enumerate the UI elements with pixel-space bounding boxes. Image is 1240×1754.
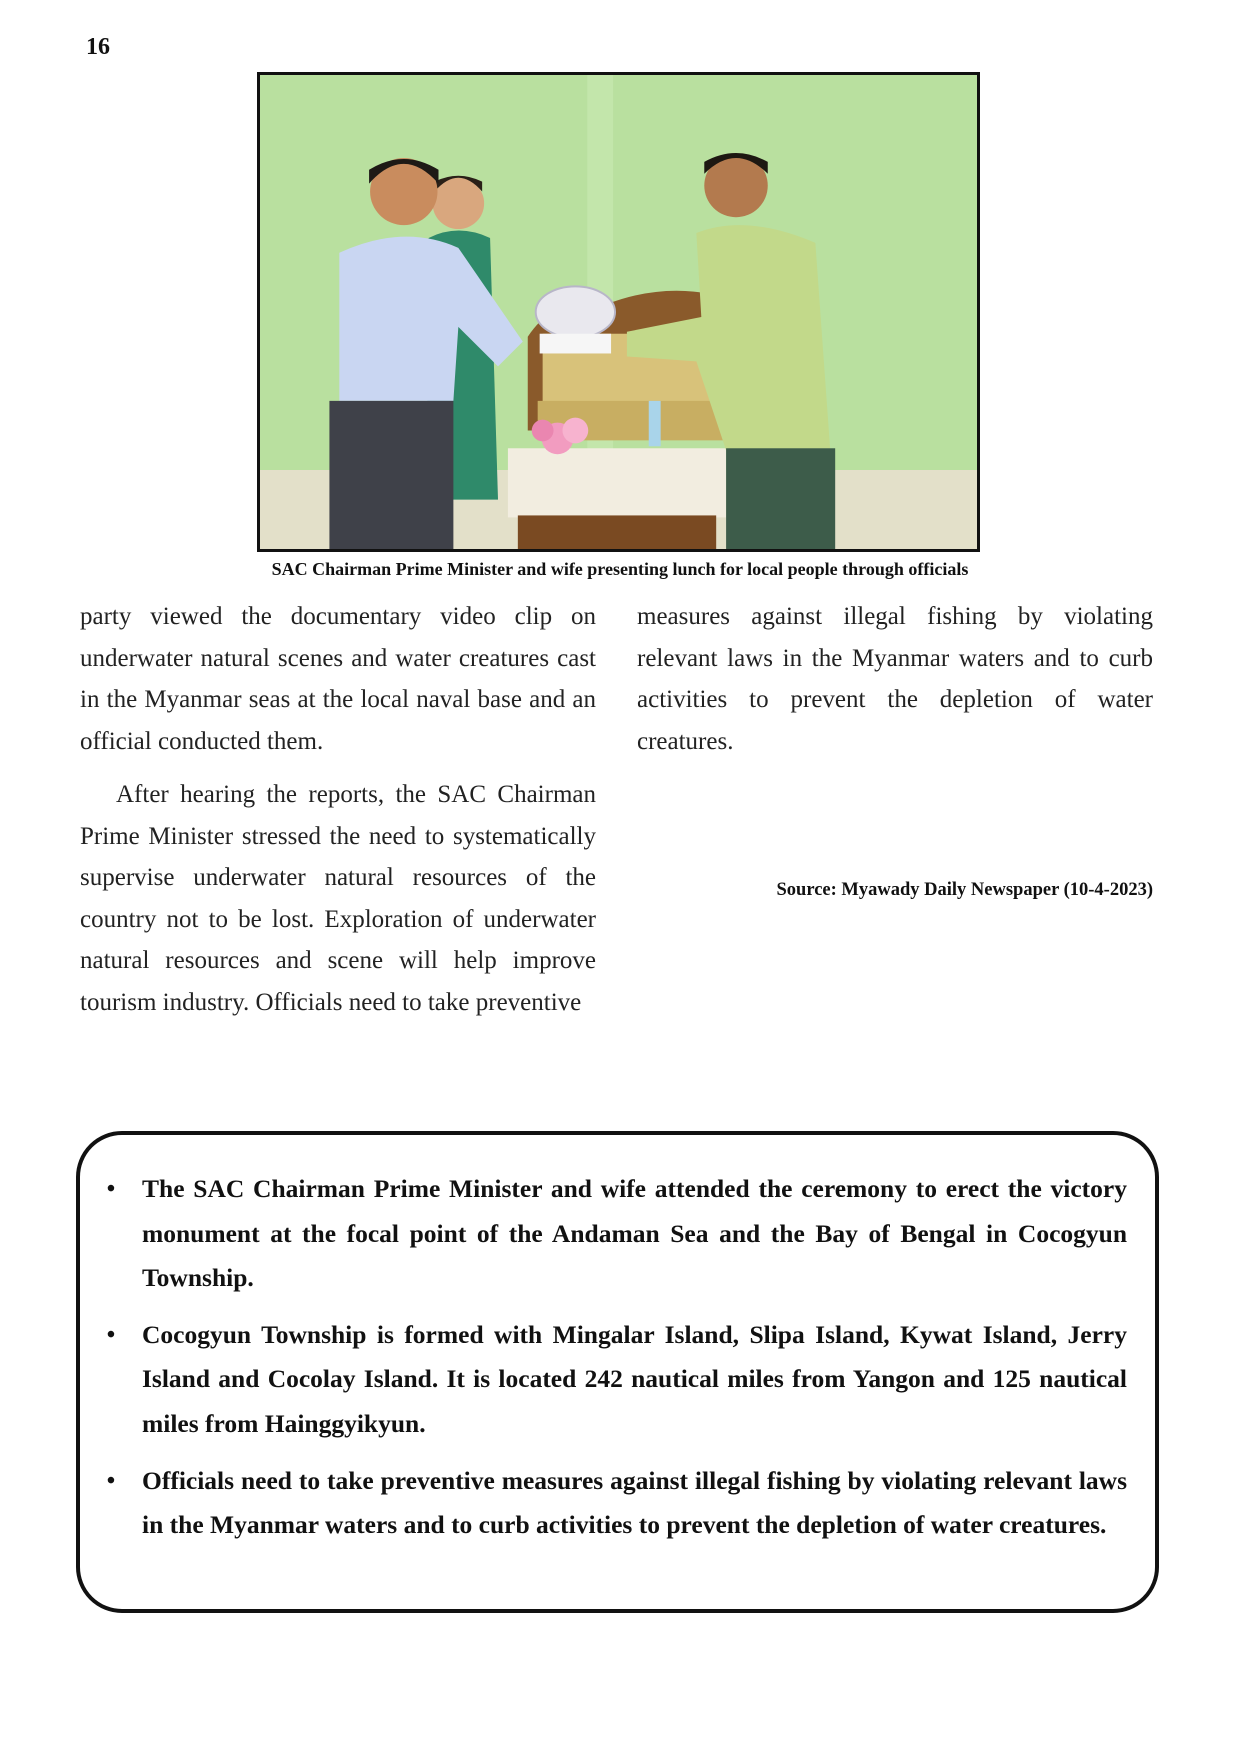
article-left-column [80, 596, 596, 1023]
article-paragraph: party viewed the documentary video clip on underwater natural scenes and water creatures cast in the Myanmar seas at the local naval base and an official conducted them. [80, 603, 596, 755]
photo-man-right-longyi [726, 448, 835, 549]
highlight-item [80, 1313, 1127, 1447]
article-right-column [637, 596, 1153, 762]
source-credit: Source: Myawady Daily Newspaper (10-4-2023) [776, 880, 1153, 900]
bullet-icon: • [106, 1467, 116, 1494]
highlight-item [80, 1459, 1127, 1548]
page-number: 16 [86, 34, 110, 60]
photo-water-bottle [649, 401, 661, 446]
news-photo [257, 72, 980, 552]
photo-gift-box [536, 286, 615, 337]
photo-flowers-3 [532, 420, 554, 442]
article-paragraph: After hearing the reports, the SAC Chairman Prime Minister stressed the need to systematically supervise underwater natural resources of the country not to be lost. Exploration of underwater natural resources and scene will help improve tourism industry. Officials need to take preventive [80, 781, 596, 1016]
highlights-list [80, 1135, 1155, 1548]
bullet-icon: • [106, 1321, 116, 1348]
article-paragraph: measures against illegal fishing by violating relevant laws in the Myanmar waters and to curb activities to prevent the depletion of water creatures. [637, 603, 1153, 755]
photo-table-cloth [508, 448, 726, 517]
highlight-item [80, 1167, 1127, 1301]
highlight-text: Officials need to take preventive measures against illegal fishing by violating relevant laws in the Myanmar waters and to curb activities to prevent the depletion of water creatures. [142, 1465, 1127, 1540]
photo-table [518, 515, 716, 549]
photo-illustration [260, 75, 977, 549]
highlight-text: Cocogyun Township is formed with Mingalar Island, Slipa Island, Kywat Island, Jerry Island and Cocolay Island. It is located 242 nautical miles from Yangon and 125 nautical miles from Hainggyikyun. [142, 1319, 1127, 1438]
highlight-text: The SAC Chairman Prime Minister and wife attended the ceremony to erect the victory monument at the focal point of the Andaman Sea and the Bay of Bengal in Cocogyun Township. [142, 1174, 1127, 1293]
photo-flowers-2 [562, 418, 588, 444]
bullet-icon: • [106, 1176, 116, 1202]
photo-man-left-trousers [329, 401, 453, 549]
highlights-box [76, 1131, 1159, 1613]
photo-gift-base [540, 334, 611, 354]
photo-caption: SAC Chairman Prime Minister and wife presenting lunch for local people through officials [271, 559, 969, 579]
